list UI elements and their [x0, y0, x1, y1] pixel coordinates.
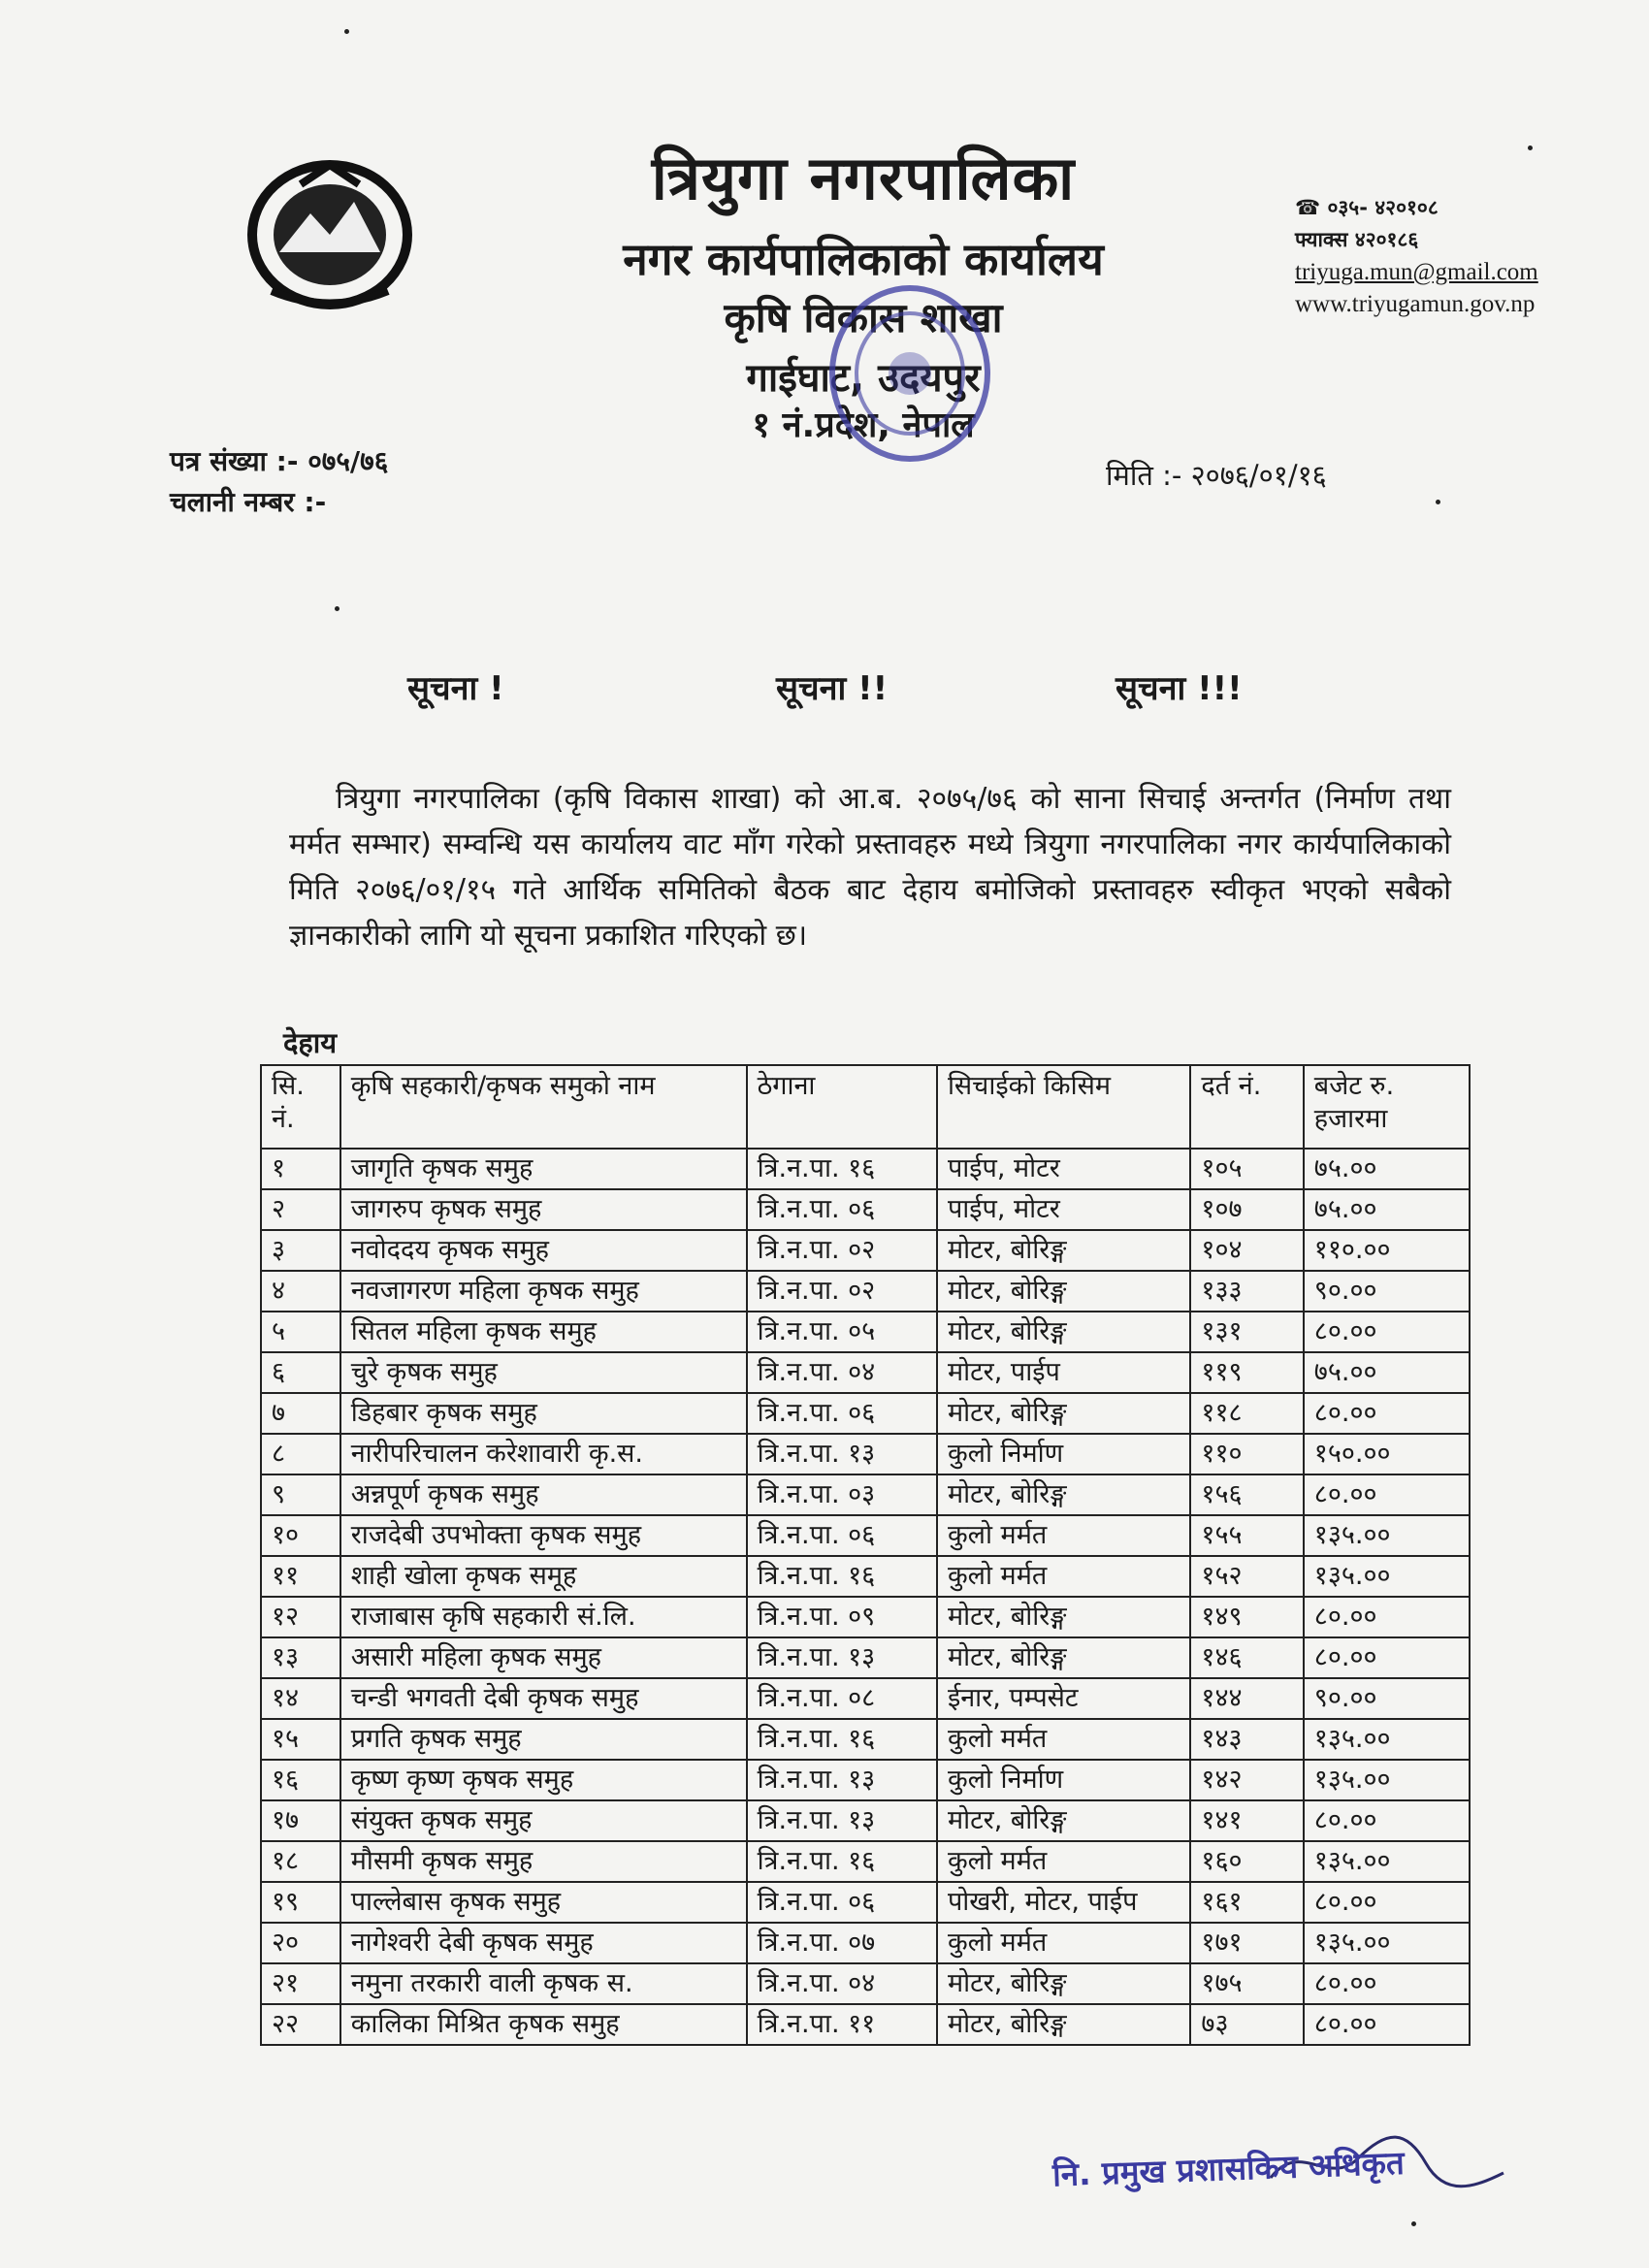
cell-registration-no: १४३ [1190, 1719, 1303, 1760]
header-address: ठेगाना [747, 1065, 937, 1149]
cell-group-name: नमुना तरकारी वाली कृषक स. [340, 1963, 747, 2004]
notice-body [289, 776, 1451, 958]
table-row [261, 1230, 1470, 1271]
cell-serial: १७ [261, 1800, 340, 1841]
cell-group-name: अन्नपूर्ण कृषक समुह [340, 1474, 747, 1515]
cell-group-name: नागेश्वरी देबी कृषक समुह [340, 1923, 747, 1963]
cell-registration-no: ७३ [1190, 2004, 1303, 2045]
table-row [261, 1271, 1470, 1312]
cell-serial: २० [261, 1923, 340, 1963]
letter-references [170, 441, 388, 523]
office-name: नगर कार्यपालिकाको कार्यालय [623, 233, 1104, 285]
cell-address: त्रि.न.पा. ०२ [747, 1230, 937, 1271]
cell-group-name: प्रगति कृषक समुह [340, 1719, 747, 1760]
cell-serial: ५ [261, 1312, 340, 1352]
cell-budget: १३५.०० [1304, 1923, 1470, 1963]
cell-group-name: सितल महिला कृषक समुह [340, 1312, 747, 1352]
cell-irrigation-type: कुलो मर्मत [937, 1719, 1190, 1760]
cell-address: त्रि.न.पा. १६ [747, 1719, 937, 1760]
cell-registration-no: ११० [1190, 1434, 1303, 1474]
cell-group-name: डिहबार कृषक समुह [340, 1393, 747, 1434]
table-row [261, 1189, 1470, 1230]
cell-serial: १२ [261, 1597, 340, 1637]
cell-address: त्रि.न.पा. ०५ [747, 1312, 937, 1352]
website-link[interactable]: www.triyugamun.gov.np [1295, 291, 1536, 317]
scan-speck [1436, 500, 1440, 504]
table-row [261, 1393, 1470, 1434]
table-row [261, 1474, 1470, 1515]
cell-serial: १० [261, 1515, 340, 1556]
table-row [261, 1678, 1470, 1719]
cell-irrigation-type: ईनार, पम्पसेट [937, 1678, 1190, 1719]
cell-serial: १४ [261, 1678, 340, 1719]
notice-heading-1: सूचना ! [407, 669, 504, 708]
table-row [261, 1515, 1470, 1556]
cell-address: त्रि.न.पा. ०६ [747, 1882, 937, 1923]
notice-heading-2: सूचना !! [776, 669, 889, 708]
cell-address: त्रि.न.पा. ११ [747, 2004, 937, 2045]
cell-group-name: नवजागरण महिला कृषक समुह [340, 1271, 747, 1312]
cell-address: त्रि.न.पा. ०९ [747, 1597, 937, 1637]
cell-registration-no: १०४ [1190, 1230, 1303, 1271]
chalani-number: चलानी नम्बर :- [170, 486, 327, 518]
header-serial: सि. नं. [261, 1065, 340, 1149]
scan-speck [1411, 2221, 1416, 2226]
table-row [261, 1434, 1470, 1474]
cell-group-name: राजाबास कृषि सहकारी सं.लि. [340, 1597, 747, 1637]
cell-irrigation-type: मोटर, बोरिङ्ग [937, 1230, 1190, 1271]
cell-address: त्रि.न.पा. १३ [747, 1637, 937, 1678]
cell-group-name: शाही खोला कृषक समूह [340, 1556, 747, 1597]
cell-registration-no: १६१ [1190, 1882, 1303, 1923]
email-link[interactable]: triyuga.mun@gmail.com [1295, 259, 1538, 285]
scan-speck [344, 29, 349, 34]
cell-group-name: जागृति कृषक समुह [340, 1149, 747, 1189]
cell-irrigation-type: मोटर, बोरिङ्ग [937, 1312, 1190, 1352]
cell-irrigation-type: कुलो निर्माण [937, 1760, 1190, 1800]
cell-serial: ७ [261, 1393, 340, 1434]
header-irrigation-type: सिचाईको किसिम [937, 1065, 1190, 1149]
cell-budget: ९०.०० [1304, 1271, 1470, 1312]
cell-registration-no: १०५ [1190, 1149, 1303, 1189]
cell-irrigation-type: मोटर, पाईप [937, 1352, 1190, 1393]
cell-group-name: संयुक्त कृषक समुह [340, 1800, 747, 1841]
table-row [261, 1963, 1470, 2004]
cell-serial: १८ [261, 1841, 340, 1882]
cell-serial: १५ [261, 1719, 340, 1760]
cell-irrigation-type: पाईप, मोटर [937, 1189, 1190, 1230]
cell-registration-no: १५२ [1190, 1556, 1303, 1597]
cell-address: त्रि.न.पा. १३ [747, 1800, 937, 1841]
cell-address: त्रि.न.पा. ०६ [747, 1515, 937, 1556]
cell-address: त्रि.न.पा. ०२ [747, 1271, 937, 1312]
office-location: गाईघाट, उदयपुर [746, 356, 981, 401]
cell-serial: २२ [261, 2004, 340, 2045]
cell-registration-no: १३३ [1190, 1271, 1303, 1312]
cell-irrigation-type: मोटर, बोरिङ्ग [937, 1800, 1190, 1841]
cell-irrigation-type: मोटर, बोरिङ्ग [937, 1393, 1190, 1434]
cell-budget: १५०.०० [1304, 1434, 1470, 1474]
cell-registration-no: ११९ [1190, 1352, 1303, 1393]
header-registration-no: दर्त नं. [1190, 1065, 1303, 1149]
cell-group-name: कृष्ण कृष्ण कृषक समुह [340, 1760, 747, 1800]
cell-irrigation-type: कुलो मर्मत [937, 1841, 1190, 1882]
cell-address: त्रि.न.पा. ०६ [747, 1189, 937, 1230]
signatory-title: नि. प्रमुख प्रशासकिय अधिकृत [1051, 2143, 1406, 2194]
cell-budget: ८०.०० [1304, 1312, 1470, 1352]
cell-group-name: असारी महिला कृषक समुह [340, 1637, 747, 1678]
cell-registration-no: १५५ [1190, 1515, 1303, 1556]
cell-budget: ९०.०० [1304, 1678, 1470, 1719]
cell-address: त्रि.न.पा. ०७ [747, 1923, 937, 1963]
cell-group-name: नवोददय कृषक समुह [340, 1230, 747, 1271]
cell-group-name: चुरे कृषक समुह [340, 1352, 747, 1393]
office-stamp-icon [823, 281, 997, 466]
table-row [261, 1149, 1470, 1189]
cell-budget: ७५.०० [1304, 1352, 1470, 1393]
cell-registration-no: १६० [1190, 1841, 1303, 1882]
table-row [261, 1719, 1470, 1760]
cell-serial: ८ [261, 1434, 340, 1474]
approved-proposals-table [260, 1064, 1471, 2046]
cell-registration-no: १४९ [1190, 1597, 1303, 1637]
cell-address: त्रि.न.पा. १३ [747, 1434, 937, 1474]
cell-irrigation-type: मोटर, बोरिङ्ग [937, 1271, 1190, 1312]
cell-address: त्रि.न.पा. १६ [747, 1556, 937, 1597]
cell-budget: १३५.०० [1304, 1719, 1470, 1760]
cell-budget: १३५.०० [1304, 1515, 1470, 1556]
province-name: १ नं.प्रदेश, नेपाल [752, 405, 975, 445]
header-budget: बजेट रु. हजारमा [1304, 1065, 1470, 1149]
cell-budget: ८०.०० [1304, 1800, 1470, 1841]
table-row [261, 1312, 1470, 1352]
cell-budget: ८०.०० [1304, 1393, 1470, 1434]
cell-address: त्रि.न.पा. ०४ [747, 1963, 937, 2004]
table-row [261, 1923, 1470, 1963]
table-row [261, 1882, 1470, 1923]
cell-serial: ६ [261, 1352, 340, 1393]
patra-sankhya: पत्र संख्या :- ०७५/७६ [170, 445, 389, 477]
cell-budget: ८०.०० [1304, 1963, 1470, 2004]
cell-budget: १३५.०० [1304, 1556, 1470, 1597]
cell-serial: १६ [261, 1760, 340, 1800]
cell-irrigation-type: मोटर, बोरिङ्ग [937, 1963, 1190, 2004]
table-row [261, 1637, 1470, 1678]
table-row [261, 1352, 1470, 1393]
cell-budget: १३५.०० [1304, 1760, 1470, 1800]
letter-date: मिति :- २०७६/०१/१६ [1106, 459, 1327, 492]
cell-serial: ११ [261, 1556, 340, 1597]
cell-irrigation-type: मोटर, बोरिङ्ग [937, 1474, 1190, 1515]
cell-irrigation-type: पोखरी, मोटर, पाईप [937, 1882, 1190, 1923]
cell-registration-no: १४१ [1190, 1800, 1303, 1841]
cell-registration-no: ११८ [1190, 1393, 1303, 1434]
table-row [261, 1597, 1470, 1637]
cell-budget: ८०.०० [1304, 1474, 1470, 1515]
table-row [261, 1841, 1470, 1882]
cell-registration-no: १७१ [1190, 1923, 1303, 1963]
cell-serial: ९ [261, 1474, 340, 1515]
cell-group-name: राजदेबी उपभोक्ता कृषक समुह [340, 1515, 747, 1556]
table-row [261, 1760, 1470, 1800]
cell-irrigation-type: कुलो मर्मत [937, 1515, 1190, 1556]
cell-budget: १३५.०० [1304, 1841, 1470, 1882]
cell-registration-no: १०७ [1190, 1189, 1303, 1230]
cell-serial: २१ [261, 1963, 340, 2004]
cell-group-name: कालिका मिश्रित कृषक समुह [340, 2004, 747, 2045]
cell-group-name: मौसमी कृषक समुह [340, 1841, 747, 1882]
cell-registration-no: १५६ [1190, 1474, 1303, 1515]
government-emblem-icon [233, 146, 427, 320]
cell-irrigation-type: मोटर, बोरिङ्ग [937, 1637, 1190, 1678]
cell-address: त्रि.न.पा. ०६ [747, 1393, 937, 1434]
municipality-title: त्रियुगा नगरपालिका [651, 143, 1076, 213]
cell-budget: ८०.०० [1304, 1882, 1470, 1923]
cell-irrigation-type: कुलो निर्माण [937, 1434, 1190, 1474]
cell-serial: २ [261, 1189, 340, 1230]
contact-block [1295, 192, 1605, 320]
section-name: कृषि विकास शाखा [724, 294, 1003, 341]
header-group-name: कृषि सहकारी/कृषक समुको नाम [340, 1065, 747, 1149]
cell-group-name: पाल्लेबास कृषक समुह [340, 1882, 747, 1923]
cell-registration-no: १४२ [1190, 1760, 1303, 1800]
cell-registration-no: १७५ [1190, 1963, 1303, 2004]
cell-address: त्रि.न.पा. १६ [747, 1149, 937, 1189]
cell-group-name: चन्डी भगवती देबी कृषक समुह [340, 1678, 747, 1719]
cell-budget: ७५.०० [1304, 1189, 1470, 1230]
cell-irrigation-type: कुलो मर्मत [937, 1923, 1190, 1963]
cell-serial: १३ [261, 1637, 340, 1678]
phone-number: ☎ ०३५- ४२०१०८ [1295, 196, 1439, 219]
cell-address: त्रि.न.पा. ०३ [747, 1474, 937, 1515]
notice-body-text: त्रियुगा नगरपालिका (कृषि विकास शाखा) को आ.ब. २०७५/७६ को साना सिचाई अन्तर्गत (निर्माण तथा मर्मत सम्भार) सम्वन्धि यस कार्यालय वाट माँग गरेको प्रस्तावहरु मध्ये त्रियुगा नगरपालिका नगर कार्यपालिकाको मिति २०७६/०१/१५ गते आर्थिक समितिको बैठक बाट देहाय बमोजिको प्रस्तावहरु स्वीकृत भएको सबैको ज्ञानकारीको लागि यो सूचना प्रकाशित गरिएको छ। [289, 782, 1451, 953]
cell-address: त्रि.न.पा. १६ [747, 1841, 937, 1882]
cell-group-name: जागरुप कृषक समुह [340, 1189, 747, 1230]
cell-budget: ८०.०० [1304, 1637, 1470, 1678]
cell-serial: १९ [261, 1882, 340, 1923]
cell-irrigation-type: पाईप, मोटर [937, 1149, 1190, 1189]
cell-budget: ८०.०० [1304, 2004, 1470, 2045]
cell-serial: १ [261, 1149, 340, 1189]
cell-irrigation-type: कुलो मर्मत [937, 1556, 1190, 1597]
fax-number: फ्याक्स ४२०१८६ [1295, 228, 1419, 251]
scan-speck [1528, 146, 1533, 150]
cell-budget: ७५.०० [1304, 1149, 1470, 1189]
cell-budget: ११०.०० [1304, 1230, 1470, 1271]
cell-irrigation-type: मोटर, बोरिङ्ग [937, 1597, 1190, 1637]
table-header-row [261, 1065, 1470, 1149]
scan-speck [335, 606, 340, 611]
cell-serial: ४ [261, 1271, 340, 1312]
cell-irrigation-type: मोटर, बोरिङ्ग [937, 2004, 1190, 2045]
cell-registration-no: १४४ [1190, 1678, 1303, 1719]
table-label: देहाय [283, 1026, 338, 1059]
table-row [261, 1556, 1470, 1597]
cell-budget: ८०.०० [1304, 1597, 1470, 1637]
cell-address: त्रि.न.पा. ०४ [747, 1352, 937, 1393]
cell-serial: ३ [261, 1230, 340, 1271]
cell-registration-no: १३१ [1190, 1312, 1303, 1352]
cell-group-name: नारीपरिचालन करेशावारी कृ.स. [340, 1434, 747, 1474]
cell-registration-no: १४६ [1190, 1637, 1303, 1678]
cell-address: त्रि.न.पा. ०८ [747, 1678, 937, 1719]
cell-address: त्रि.न.पा. १३ [747, 1760, 937, 1800]
table-row [261, 2004, 1470, 2045]
table-row [261, 1800, 1470, 1841]
notice-heading-3: सूचना !!! [1116, 669, 1243, 708]
